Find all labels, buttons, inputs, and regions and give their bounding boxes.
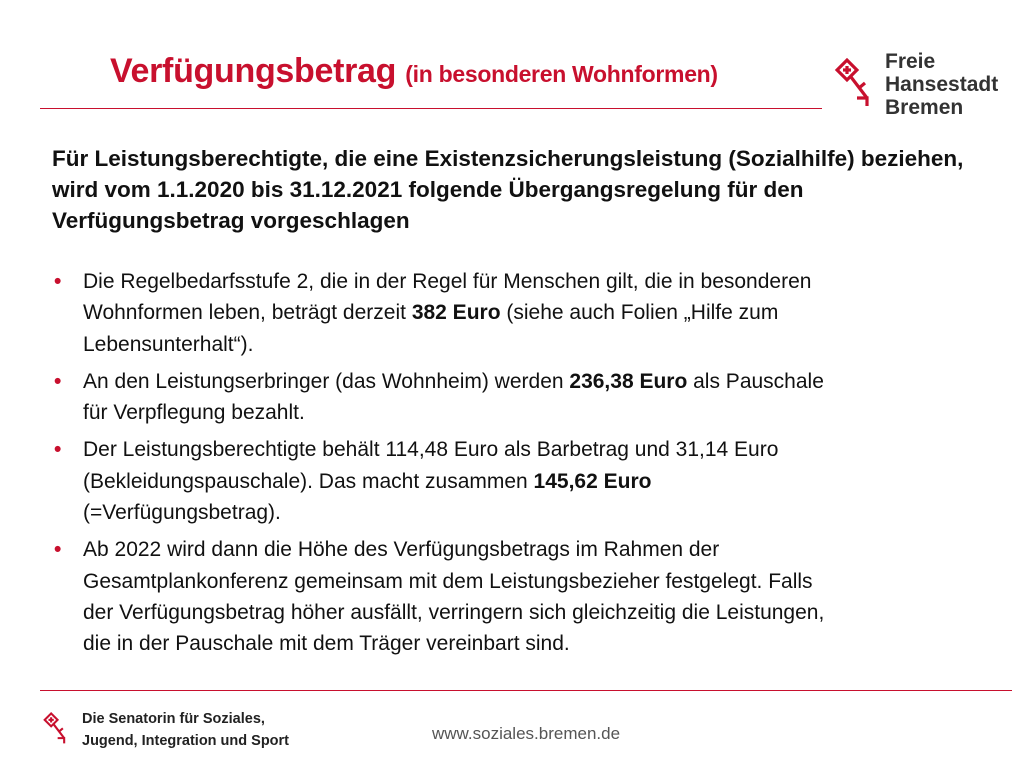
bullet-marker: • <box>54 270 62 293</box>
intro-paragraph: Für Leistungsberechtigte, die eine Existenzsicherungsleistung (Sozialhilfe) beziehen, wird vom 1.1.2020 bis 31.12.2021 folgende Übergangsregelung für den Verfügungsbetrag vorgeschlagen <box>52 146 964 233</box>
bullet-item <box>52 266 832 360</box>
bullet-item <box>52 534 832 659</box>
bullet-marker: • <box>54 369 62 393</box>
bullet-item <box>52 366 832 429</box>
bullet-highlight: 236,38 Euro <box>569 369 688 393</box>
bremen-logo <box>833 50 1013 120</box>
bullet-marker: • <box>54 438 62 462</box>
bullet-text: als Pauschale für Verpflegung bezahlt. <box>83 369 824 425</box>
bullet-marker: • <box>54 538 62 562</box>
bullet-highlight: 145,62 Euro <box>533 469 652 493</box>
footer-senate-logo <box>42 708 302 758</box>
logo-line: Freie <box>885 50 936 73</box>
bremen-key-coat-of-arms-icon <box>42 710 72 748</box>
footer-url[interactable]: www.soziales.bremen.de <box>432 724 621 743</box>
bullet-text: Ab 2022 wird dann die Höhe des Verfügungsbetrags im Rahmen der Gesamtplankonferenz gemeinsam mit dem Leistungsbezieher festgelegt. Falls der Verfügungsbetrag höher ausfällt, verringern sich gleichzeitig die Leistungen, die in der Pauschale mit dem Träger vereinbart sind. <box>83 538 825 656</box>
bullet-text: Der Leistungsberechtigte behält 114,48 Euro als Barbetrag und 31,14 Euro (Bekleidungspauschale). Das macht zusammen <box>83 438 779 493</box>
bullet-text: Die Regelbedarfsstufe 2, die in der Regel für Menschen gilt, die in besonderen Wohnformen leben, beträgt derzeit <box>83 270 812 325</box>
bremen-key-coat-of-arms-icon <box>833 58 879 110</box>
bullet-text: (siehe auch Folien „Hilfe zum Lebensunterhalt“). <box>83 301 779 356</box>
title-divider <box>40 108 822 109</box>
slide-title <box>110 52 718 91</box>
title-main: Verfügungsbetrag <box>110 52 397 90</box>
title-sub: (in besonderen Wohnformen) <box>405 61 718 87</box>
bullet-highlight: 382 Euro <box>411 301 501 325</box>
bullet-item <box>52 434 832 528</box>
logo-line: Hansestadt <box>885 73 999 96</box>
footer-line: Die Senatorin für Soziales, <box>82 711 265 727</box>
footer-line: Jugend, Integration und Sport <box>82 733 290 749</box>
footer-department <box>82 708 289 752</box>
bullet-text: An den Leistungserbringer (das Wohnheim) werden <box>83 369 570 393</box>
bullet-list <box>52 266 832 666</box>
logo-wordmark <box>885 50 998 119</box>
footer-divider <box>40 690 1012 691</box>
logo-line: Bremen <box>885 96 964 119</box>
bullet-text: (=Verfügungsbetrag). <box>83 501 281 525</box>
